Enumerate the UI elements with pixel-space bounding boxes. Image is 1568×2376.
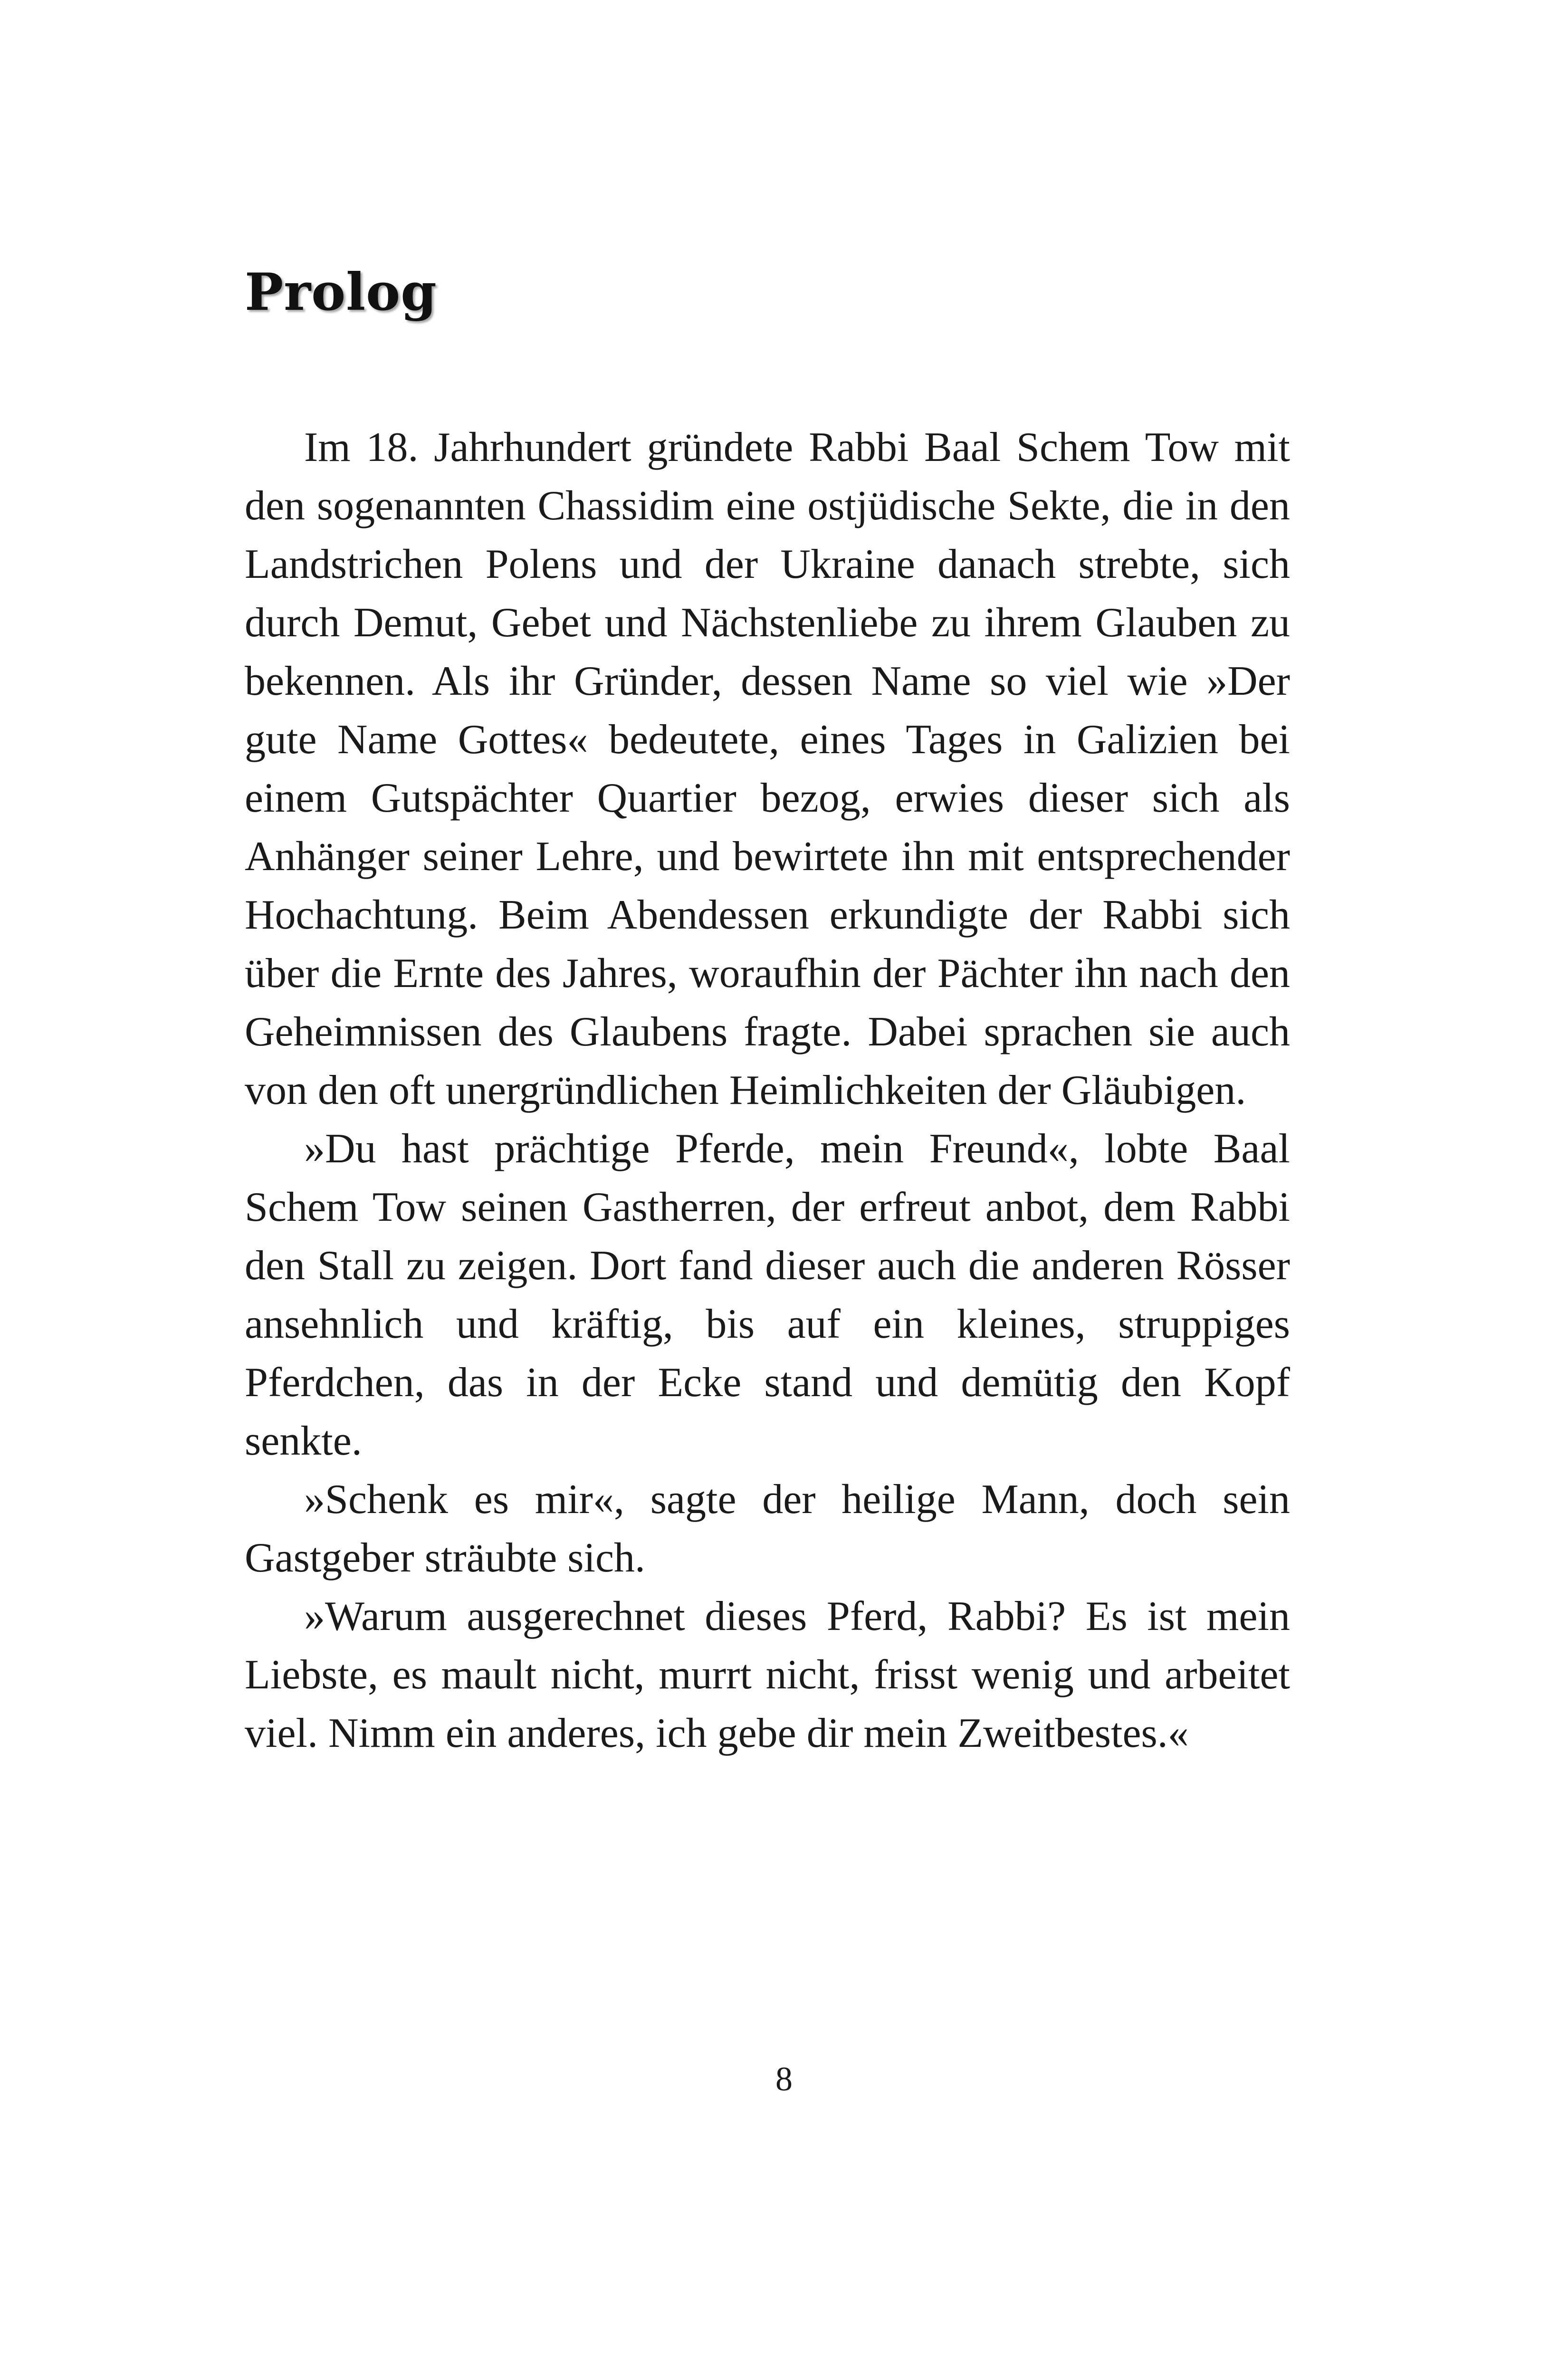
chapter-title: Prolog [245, 262, 437, 322]
paragraph: Im 18. Jahrhundert gründete Rabbi Baal Schem Tow mit den sogenannten Chassidim eine ostjüdische Sekte, die in den Landstrichen Polens und der Ukraine danach strebte, sich durch Demut, Gebet und Nächstenliebe zu ihrem Glauben zu bekennen. Als ihr Gründer, dessen Name so viel wie »Der gute Name Gottes« bedeutete, eines Tages in Galizien bei einem Gutspächter Quartier bezog, erwies dieser sich als Anhänger seiner Lehre, und bewirtete ihn mit entsprechender Hochachtung. Beim Abendessen erkundigte der Rabbi sich über die Ernte des Jahres, woraufhin der Pächter ihn nach den Geheimnissen des Glaubens fragte. Dabei sprachen sie auch von den oft unergründlichen Heimlichkeiten der Gläubigen. [245, 424, 1290, 1113]
paragraph: »Warum ausgerechnet dieses Pferd, Rabbi? Es ist mein Liebste, es mault nicht, murrt nicht, frisst wenig und arbeitet viel. Nimm ein anderes, ich gebe dir mein Zweitbestes.« [245, 1593, 1290, 1756]
body-text [245, 418, 1290, 1763]
paragraph: »Schenk es mir«, sagte der heilige Mann, doch sein Gastgeber sträubte sich. [245, 1476, 1290, 1581]
paragraph: »Du hast prächtige Pferde, mein Freund«, lobte Baal Schem Tow seinen Gastherren, der erfreut anbot, dem Rabbi den Stall zu zeigen. Dort fand dieser auch die anderen Rösser ansehnlich und kräftig, bis auf ein kleines, struppiges Pferdchen, das in der Ecke stand und demütig den Kopf senkte. [245, 1126, 1290, 1464]
page-number: 8 [775, 2060, 793, 2098]
